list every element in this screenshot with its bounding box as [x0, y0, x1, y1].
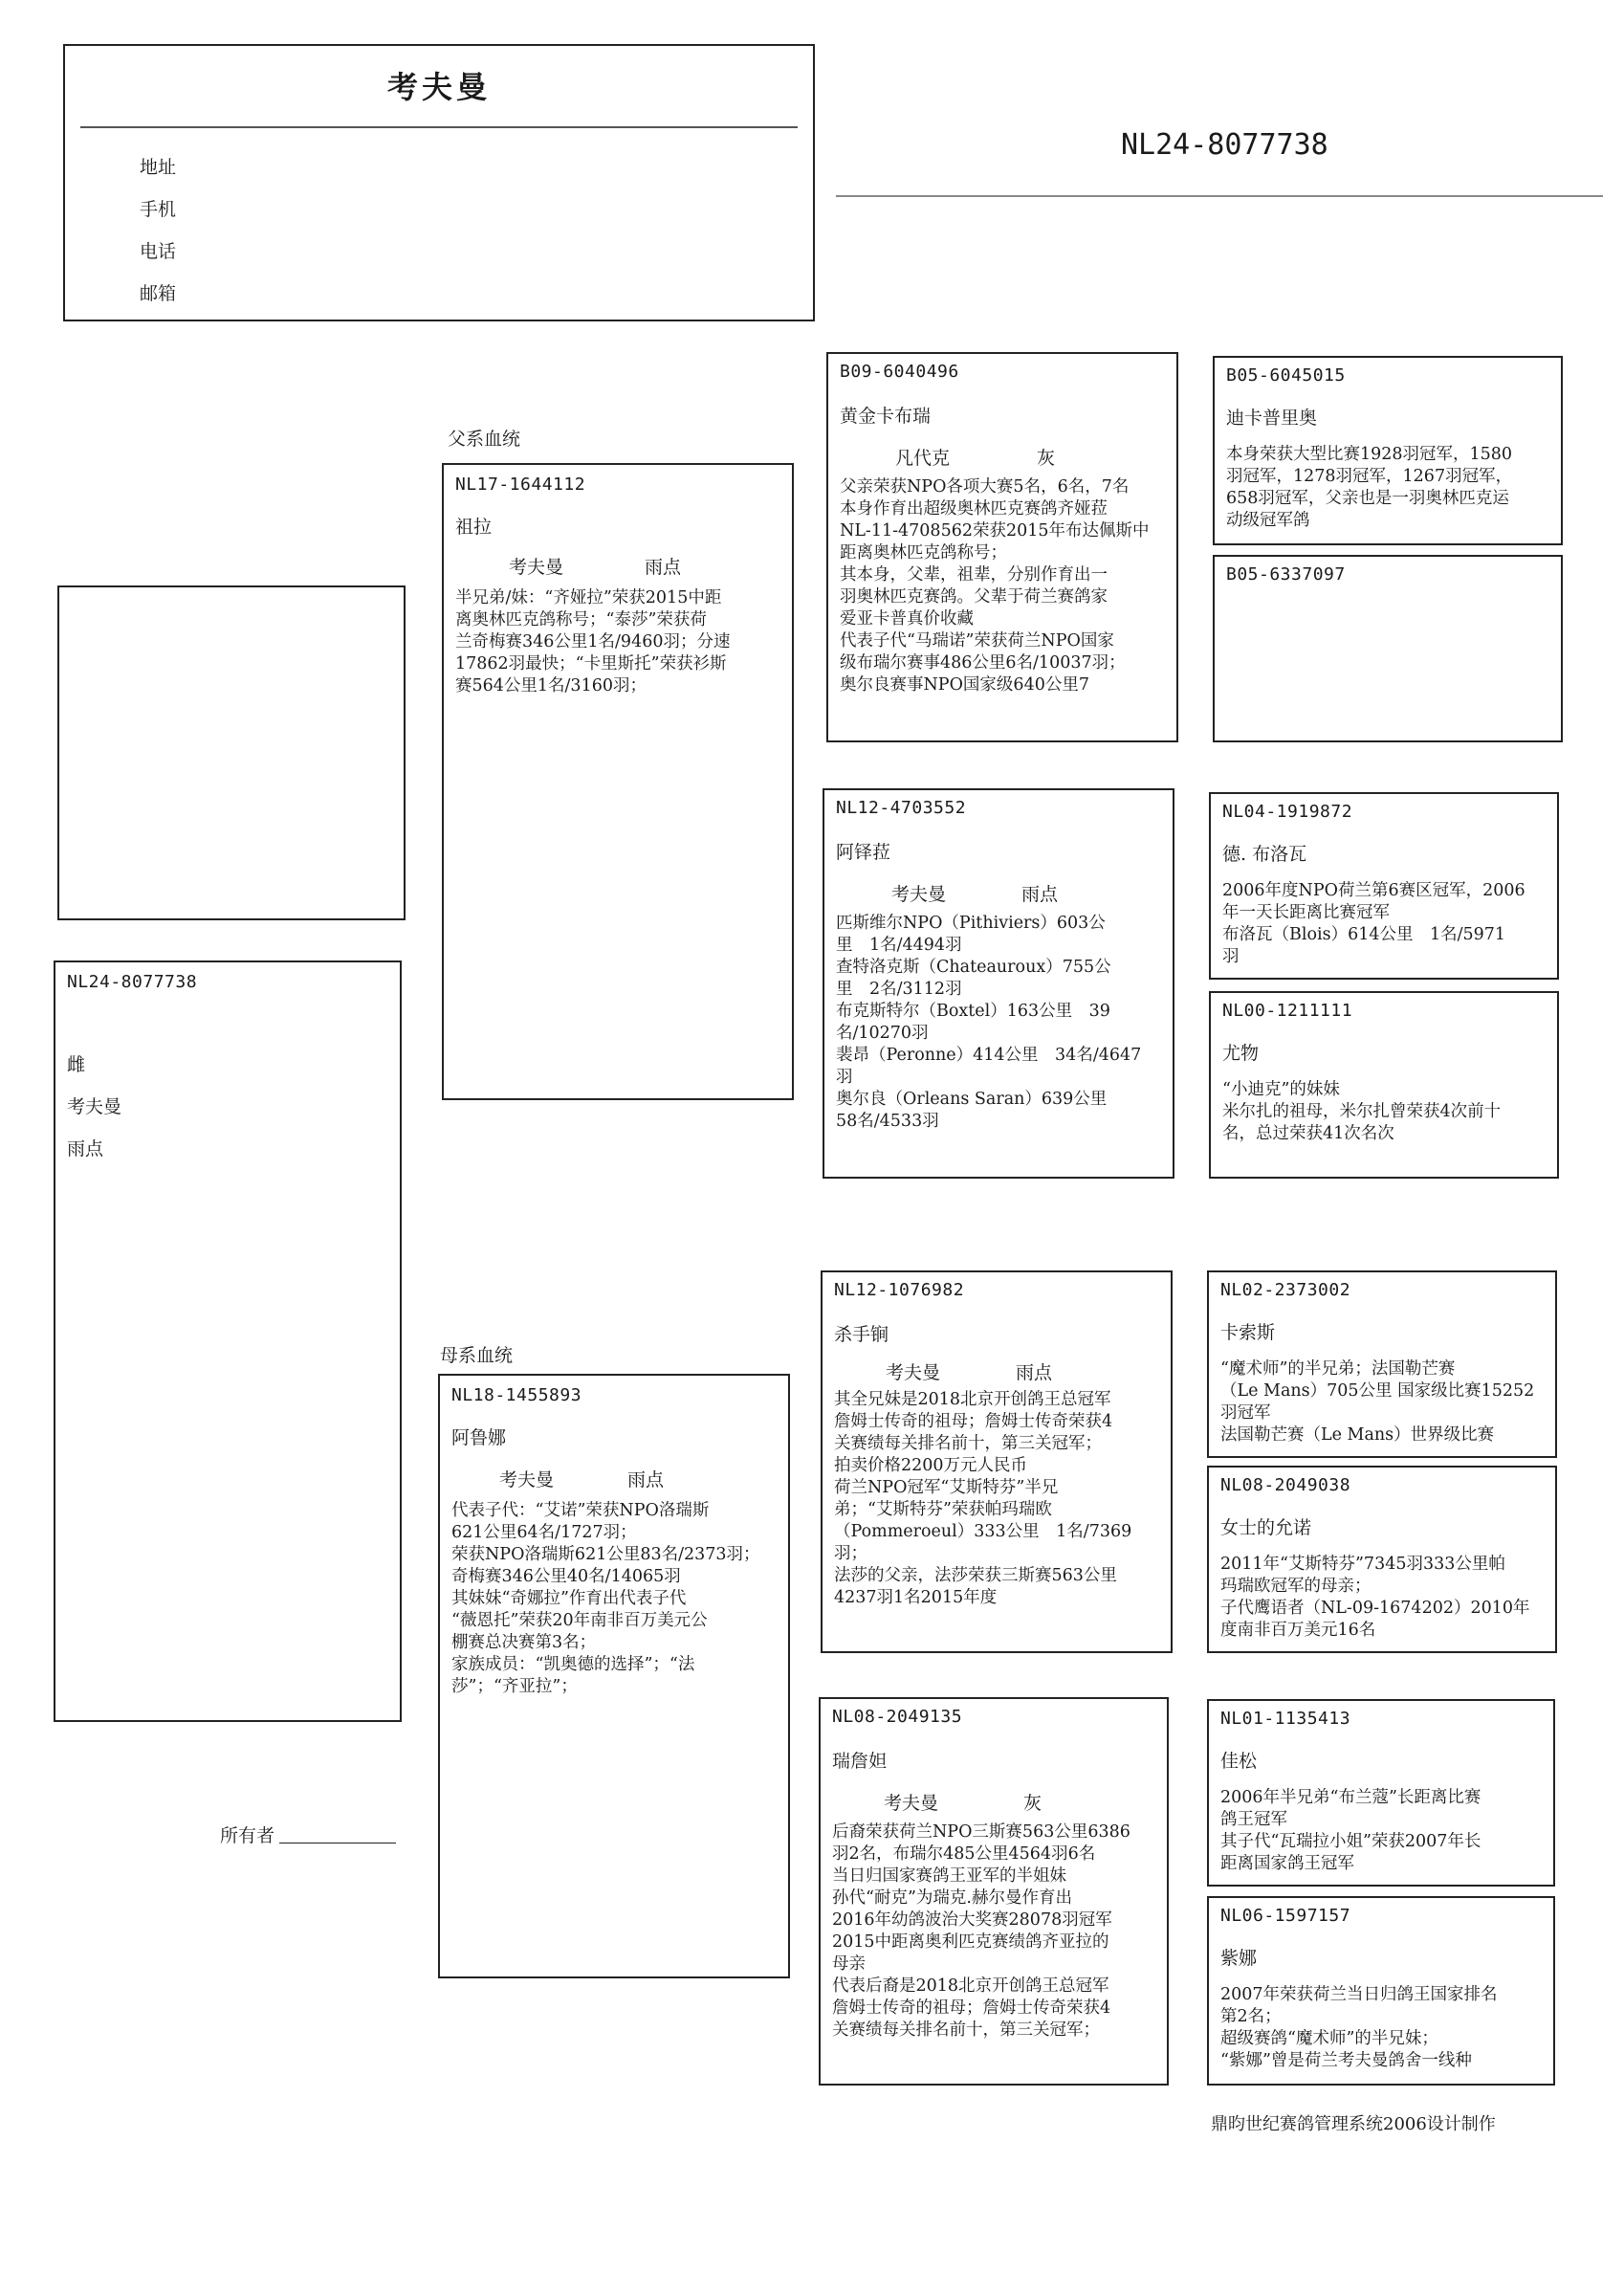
dam-description: 代表子代：“艾诺”荣获NPO洛瑞斯 621公里64名/1727羽； 荣获NPO洛瑞斯621公里83名/2373羽； 奇梅赛346公里40名/14065羽 其妹妹“奇娜拉”作育出代表子代 “薇恩托”荣获20年南非百万美元公 棚赛总决赛第3名； 家族成员：“凯奥德的选择”；“法 莎”；“齐亚拉”；: [451, 1501, 760, 1696]
sire-sire-box: [826, 352, 1178, 742]
address-label: 地址: [140, 157, 177, 178]
header-ring-number: NL24-8077738: [1121, 128, 1328, 162]
gg-ring-3: NL04-1919872: [1222, 802, 1353, 822]
sire-dam-breeder: 考夫曼: [891, 884, 947, 905]
gg-name-3: 德. 布洛瓦: [1222, 844, 1307, 865]
gg-name-8: 紫娜: [1220, 1948, 1258, 1969]
gg-ring-5: NL02-2373002: [1220, 1280, 1351, 1300]
gg-name-1: 迪卡普里奥: [1226, 408, 1318, 429]
dam-dam-name: 瑞詹妲: [832, 1751, 888, 1772]
dam-dam-box: [819, 1697, 1169, 2086]
gg-box-7: [1207, 1699, 1555, 1887]
sire-dam-description: 匹斯维尔NPO（Pithiviers）603公 里 1名/4494羽 查特洛克斯（Chateauroux）755公 里 2名/3112羽 布克斯特尔（Boxtel）163公里 39 名/10270羽 裴昂（Peronne）414公里 34名/4647 羽 奥尔良（Orleans Saran）639公里 58名/4533羽: [836, 914, 1142, 1131]
gg-name-5: 卡索斯: [1220, 1322, 1276, 1343]
photo-frame: [57, 585, 406, 920]
gg-box-6: [1207, 1466, 1557, 1653]
title-divider: [80, 126, 798, 128]
gg-box-1: [1213, 356, 1563, 545]
sire-box: [442, 463, 794, 1100]
dam-ring: NL18-1455893: [451, 1385, 582, 1405]
owner-contact-box: [63, 44, 815, 321]
dam-sire-ring: NL12-1076982: [834, 1280, 965, 1300]
sire-sire-name: 黄金卡布瑞: [840, 406, 932, 427]
footer-credit: 鼎昀世纪赛鸽管理系统2006设计制作: [1211, 2114, 1496, 2134]
owner-title: 考夫曼: [386, 69, 491, 105]
sire-sire-breeder: 凡代克: [895, 448, 951, 469]
sire-dam-ring: NL12-4703552: [836, 798, 967, 818]
dam-dam-description: 后裔荣获荷兰NPO三斯赛563公里6386 羽2名，布瑞尔485公里4564羽6名 当日归国家赛鸽王亚军的半姐妹 孙代“耐克”为瑞克.赫尔曼作育出 2016年幼鸽波治大奖赛28078羽冠军 2015中距离奥利匹克赛绩鸽齐亚拉的 母亲 代表后裔是2018北京开创鸽王总冠军 詹姆士传奇的祖母；詹姆士传奇荣获4 关赛绩每关排名前十，第三关冠军；: [832, 1822, 1130, 2040]
subject-ring: NL24-8077738: [67, 972, 198, 992]
sire-breeder: 考夫曼: [509, 557, 564, 578]
dam-dam-breeder: 考夫曼: [884, 1793, 939, 1814]
subject-sex: 雌: [67, 1054, 86, 1075]
gg-ring-2: B05-6337097: [1226, 564, 1346, 585]
gg-desc-4: “小迪克”的妹妹 米尔扎的祖母，米尔扎曾荣获4次前十 名，总过荣获41次名次: [1222, 1080, 1502, 1143]
sire-sire-ring: B09-6040496: [840, 362, 959, 382]
dam-sire-name: 杀手锏: [834, 1324, 889, 1345]
gg-name-4: 尤物: [1222, 1043, 1260, 1064]
subject-box: [54, 960, 402, 1722]
sire-line-label: 父系血统: [448, 429, 521, 450]
dam-name: 阿鲁娜: [451, 1427, 507, 1448]
gg-desc-8: 2007年荣获荷兰当日归鸽王国家排名 第2名； 超级赛鸽“魔术师”的半兄妹； “紫娜”曾是荷兰考夫曼鸽舍一线种: [1220, 1985, 1498, 2070]
dam-box: [438, 1374, 790, 1978]
gg-box-2: [1213, 555, 1563, 742]
gg-ring-4: NL00-1211111: [1222, 1001, 1353, 1021]
gg-desc-6: 2011年“艾斯特芬”7345羽333公里帕 玛瑞欧冠军的母亲； 子代鹰语者（NL-09-1674202）2010年 度南非百万美元16名: [1220, 1555, 1530, 1640]
dam-sire-box: [821, 1270, 1173, 1653]
gg-name-6: 女士的允诺: [1220, 1517, 1312, 1538]
dam-sire-breeder: 考夫曼: [886, 1362, 941, 1383]
gg-desc-3: 2006年度NPO荷兰第6赛区冠军，2006 年一天长距离比赛冠军 布洛瓦（Blois）614公里 1名/5971 羽: [1222, 881, 1525, 966]
gg-box-4: [1209, 991, 1559, 1179]
sire-sire-color: 灰: [1037, 448, 1056, 469]
gg-ring-1: B05-6045015: [1226, 365, 1346, 386]
sire-dam-box: [823, 788, 1174, 1179]
dam-breeder: 考夫曼: [499, 1469, 555, 1490]
gg-box-8: [1207, 1896, 1555, 2086]
dam-sire-description: 其全兄妹是2018北京开创鸽王总冠军 詹姆士传奇的祖母；詹姆士传奇荣获4 关赛绩每关排名前十，第三关冠军； 拍卖价格2200万元人民币 荷兰NPO冠军“艾斯特芬”半兄 弟；“艾斯特芬”荣获帕玛瑞欧 （Pommeroeul）333公里 1名/7369 羽； 法莎的父亲，法莎荣获三斯赛563公里 4237羽1名2015年度: [834, 1390, 1132, 1607]
gg-ring-7: NL01-1135413: [1220, 1709, 1351, 1729]
gg-box-3: [1209, 792, 1559, 980]
sire-dam-color: 雨点: [1021, 884, 1059, 905]
sire-name: 祖拉: [455, 517, 493, 538]
gg-desc-1: 本身荣获大型比赛1928羽冠军，1580 羽冠军，1278羽冠军，1267羽冠军， 658羽冠军，父亲也是一羽奥林匹克运 动级冠军鸽: [1226, 445, 1513, 530]
sire-dam-name: 阿铎菈: [836, 842, 891, 863]
subject-breeder: 考夫曼: [67, 1096, 122, 1117]
sire-sire-description: 父亲荣获NPO各项大赛5名，6名，7名 本身作育出超级奥林匹克赛鸽齐娅菈 NL-11-4708562荣获2015年布达佩斯中 距离奥林匹克鸽称号； 其本身，父辈，祖辈，分别作育出一 羽奥林匹克赛鸽。父辈于荷兰赛鸽家 爱亚卡普真价收藏 代表子代“马瑞诺”荣获荷兰NPO国家 级布瑞尔赛事486公里6名/10037羽； 奥尔良赛事NPO国家级640公里7: [840, 477, 1150, 695]
dam-line-label: 母系血统: [440, 1345, 514, 1366]
sire-description: 半兄弟/妹：“齐娅拉”荣获2015中距 离奥林匹克鸽称号；“泰莎”荣获荷 兰奇梅赛346公里1名/9460羽；分速 17862羽最快；“卡里斯托”荣获衫斯 赛564公里1名/3160羽；: [455, 588, 731, 695]
header-ring-underline: [836, 195, 1603, 197]
dam-dam-color: 灰: [1023, 1793, 1042, 1814]
dam-color: 雨点: [627, 1469, 665, 1490]
dam-sire-color: 雨点: [1016, 1362, 1053, 1383]
gg-ring-6: NL08-2049038: [1220, 1475, 1351, 1495]
owner-label: 所有者: [220, 1825, 275, 1846]
phone-label: 电话: [140, 241, 177, 262]
gg-desc-5: “魔术师”的半兄弟；法国勒芒赛 （Le Mans）705公里 国家级比赛15252 羽冠军 法国勒芒赛（Le Mans）世界级比赛: [1220, 1359, 1535, 1445]
dam-dam-ring: NL08-2049135: [832, 1707, 963, 1727]
subject-color: 雨点: [67, 1138, 104, 1159]
sire-ring: NL17-1644112: [455, 475, 586, 495]
gg-box-5: [1207, 1270, 1557, 1458]
gg-name-7: 佳松: [1220, 1751, 1258, 1772]
mobile-label: 手机: [140, 199, 177, 220]
gg-desc-7: 2006年半兄弟“布兰蔻”长距离比赛 鸽王冠军 其子代“瓦瑞拉小姐”荣获2007年长 距离国家鸽王冠军: [1220, 1788, 1481, 1873]
email-label: 邮箱: [140, 283, 177, 304]
sire-color: 雨点: [645, 557, 682, 578]
gg-ring-8: NL06-1597157: [1220, 1906, 1351, 1926]
